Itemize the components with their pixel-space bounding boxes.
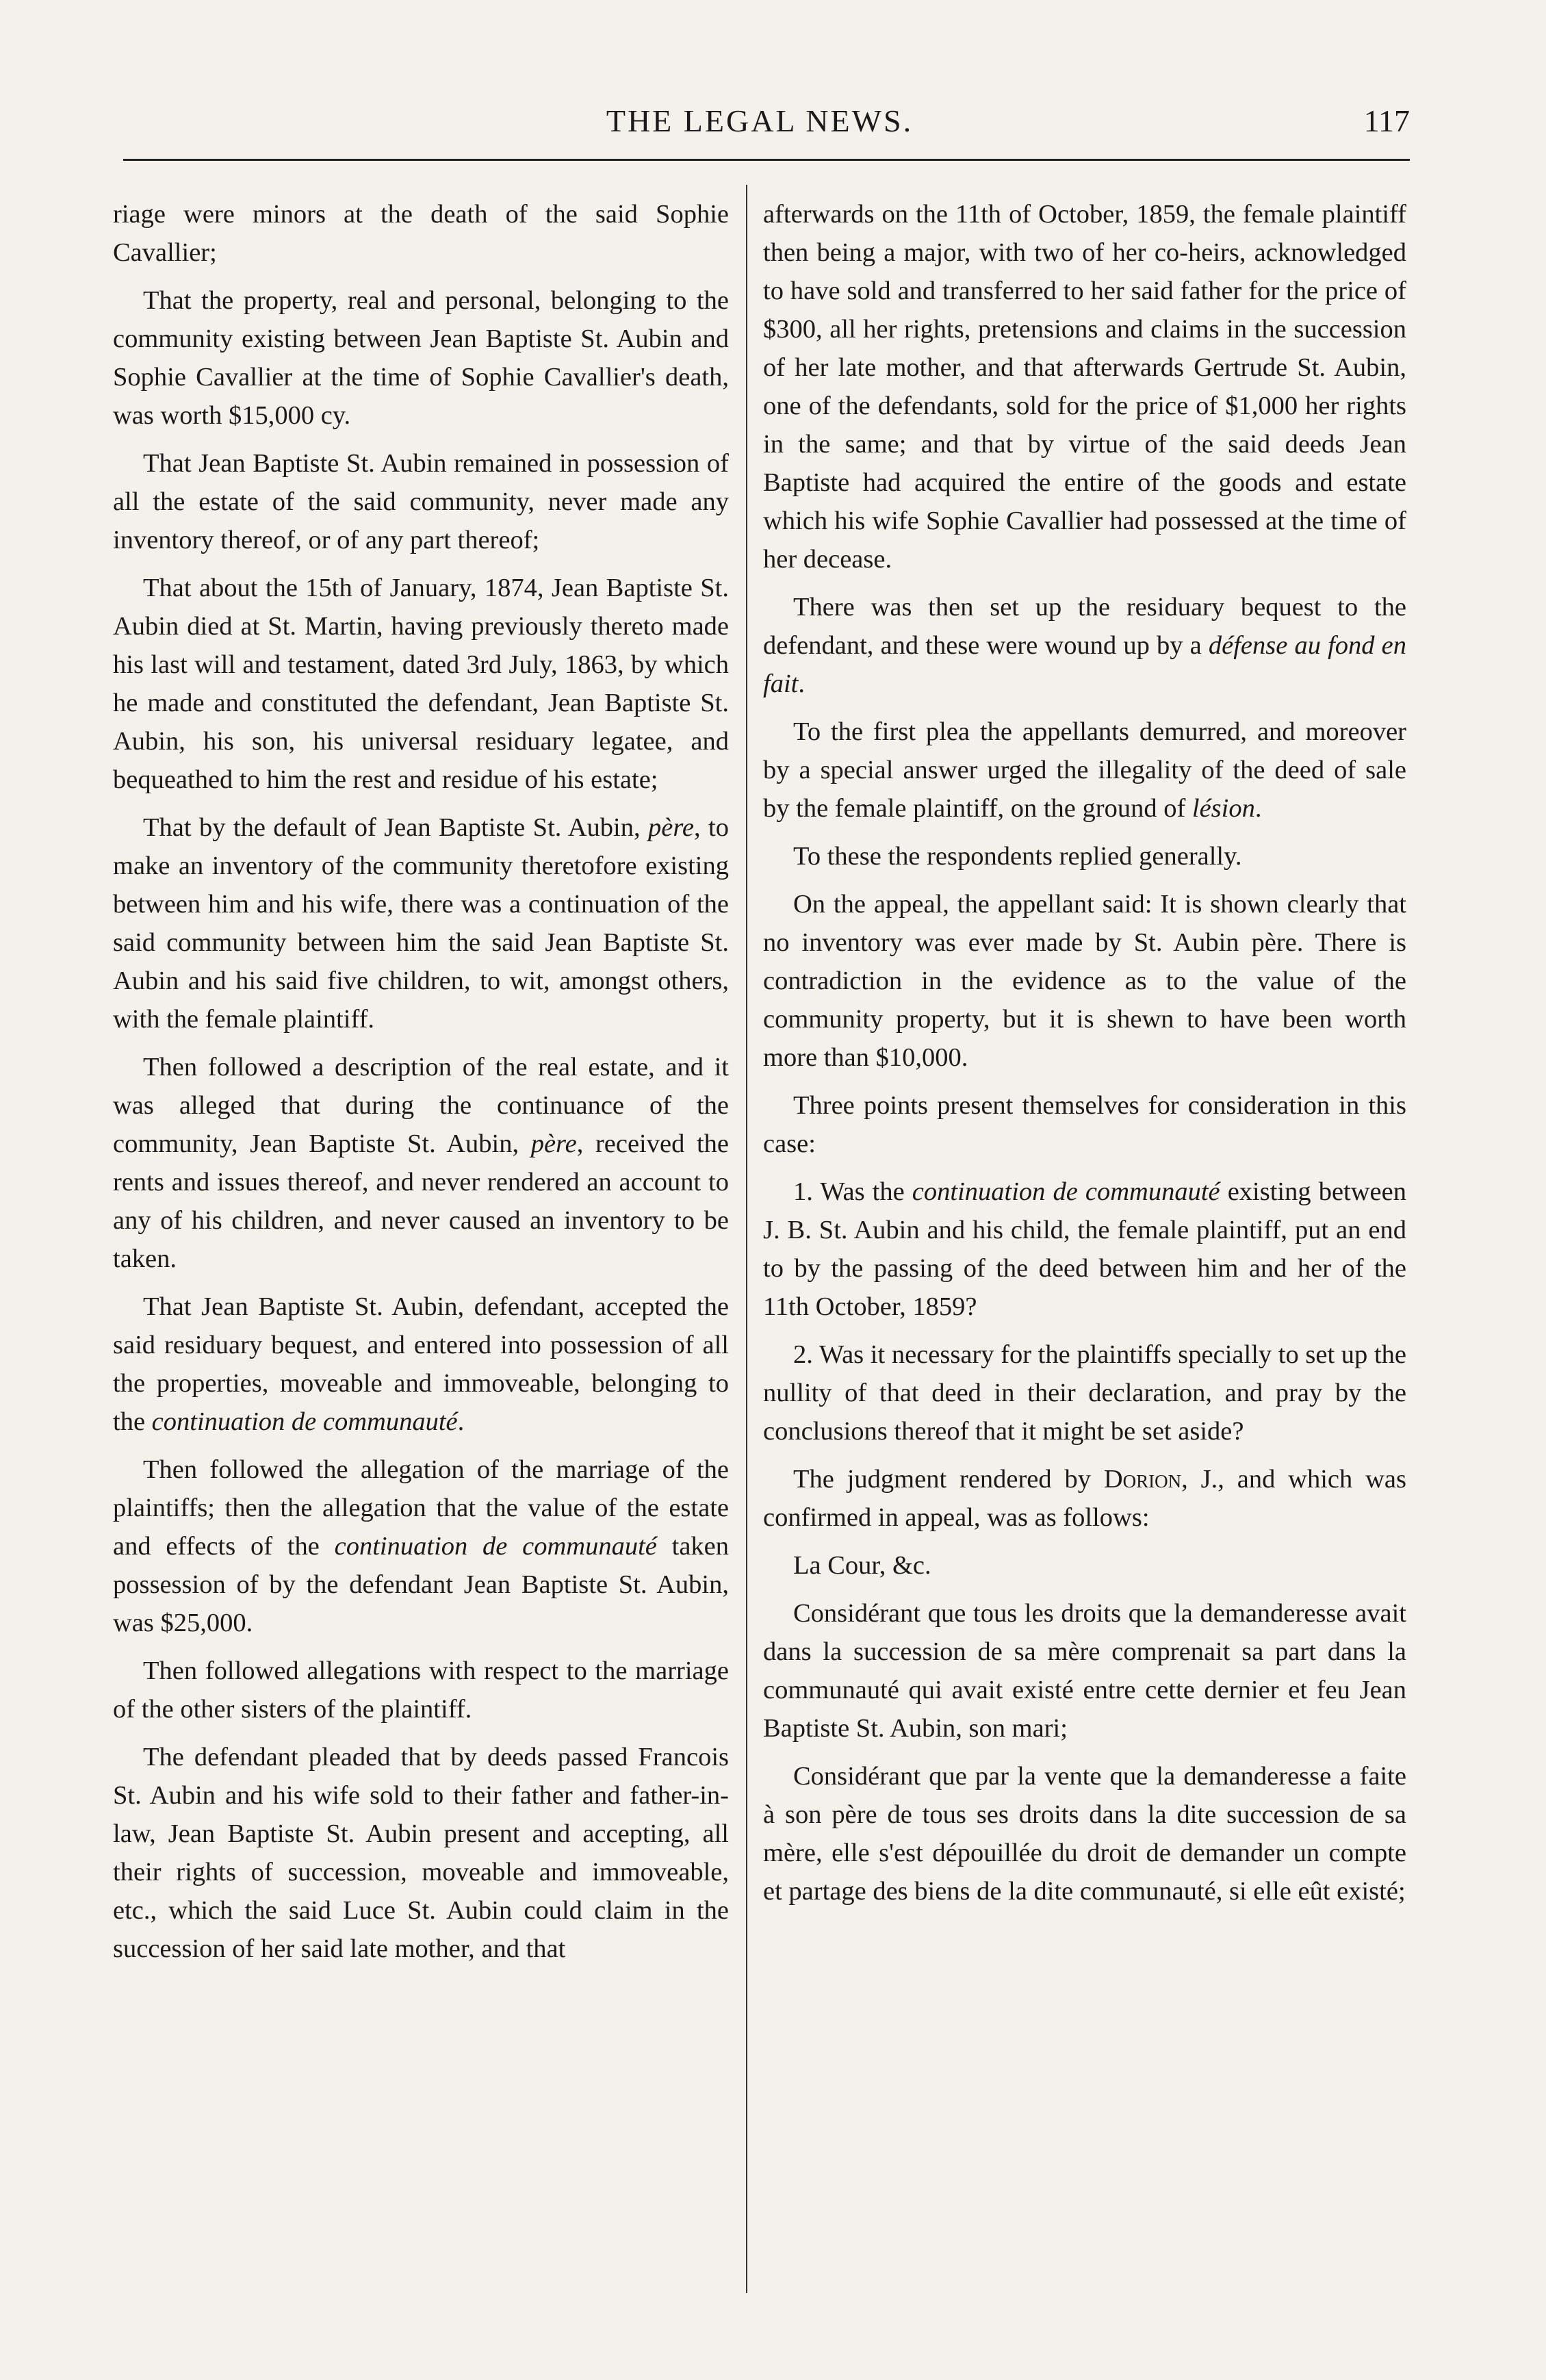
text-run: The judgment rendered by: [793, 1465, 1104, 1494]
text-run: .: [1254, 794, 1262, 823]
text-run: , received the rents and issues thereof, and never rendered an account to any of his children, and never caused an inventory to be taken.: [113, 1129, 729, 1273]
paragraph: On the appeal, the appellant said: It is shown clearly that no inventory was ever made by St. Aubin père. There is contradiction in the evidence as to the value of the community property, but it is shewn to have been worth more than $10,000.: [763, 890, 1406, 1072]
paragraph: That the property, real and personal, belonging to the community existing between Jean Baptiste St. Aubin and Sophie Cavallier at the time of Sophie Cavallier's death, was worth $15,000 cy.: [113, 286, 729, 430]
right-column: [763, 195, 1406, 1920]
text-run: , to make an inventory of the community theretofore existing between him and his wife, there was a continuation of the said community between him the said Jean Baptiste St. Aubin and his said five children, to wit, amongst others, with the female plaintiff.: [113, 813, 729, 1034]
paragraph: La Cour, &c.: [793, 1551, 931, 1580]
text-run: .: [457, 1407, 465, 1436]
small-caps-run: Dorion: [1103, 1465, 1182, 1494]
text-run: taken possession of by the defendant Jean Baptiste St. Aubin, was $25,000.: [113, 1532, 729, 1637]
text-run: Then followed the allegation of the marriage of the plaintiffs; then the allegation that the value of the estate and effects of the: [113, 1455, 729, 1561]
italic-run: lésion: [1191, 794, 1255, 823]
paragraph: riage were minors at the death of the said Sophie Cavallier;: [113, 200, 729, 267]
italic-run: père: [648, 813, 694, 842]
paragraph: afterwards on the 11th of October, 1859, the female plaintiff then being a major, with two of her co-heirs, acknowledged to have sold and transferred to her said father for the price of $300, all her rights, pretensions and claims in the succession of her late mother, and that afterwards Gertrude St. Aubin, one of the defendants, sold for the price of $1,000 her rights in the same; and that by virtue of the said deeds Jean Baptiste had acquired the entire of the goods and estate which his wife Sophie Cavallier had possessed at the time of her decease.: [763, 200, 1406, 574]
italic-run: père: [530, 1129, 577, 1158]
paragraph: The defendant pleaded that by deeds passed Francois St. Aubin and his wife sold to their father and father-in-law, Jean Baptiste St. Aubin present and accepting, all their rights of succession, moveable and immoveable, etc., which the said Luce St. Aubin could claim in the succession of her said late mother, and that: [113, 1743, 729, 1963]
page-number: 117: [1363, 103, 1410, 138]
text-run: , J., and which was confirmed in appeal, was as follows:: [763, 1465, 1406, 1532]
text-run: .: [798, 669, 805, 698]
header-rule: [123, 159, 1410, 161]
column-divider: [746, 185, 747, 2293]
paragraph: Considérant que par la vente que la demanderesse a faite à son père de tous ses droits dans la dite succession de sa mère, elle s'est dépouillée du droit de demander un compte et partage des biens de la dite communauté, si elle eût existé;: [763, 1762, 1406, 1906]
italic-run: défense au fond en fait: [763, 631, 1407, 698]
text-run: There was then set up the residuary bequest to the defendant, and these were wound up by a: [763, 593, 1406, 660]
text-run: That Jean Baptiste St. Aubin, defendant, accepted the said residuary bequest, and entered into possession of all the properties, moveable and immoveable, belonging to the: [113, 1292, 729, 1436]
paragraph: Considérant que tous les droits que la demanderesse avait dans la succession de sa mère comprenait sa part dans la communauté qui avait existé entre cette dernier et feu Jean Baptiste St. Aubin, son mari;: [763, 1599, 1406, 1743]
italic-run: continuation de communauté: [334, 1532, 657, 1561]
italic-run: continuation de communauté: [151, 1407, 458, 1436]
paragraph: [113, 1450, 729, 1642]
paragraph: To these the respondents replied generally.: [793, 842, 1242, 871]
text-run: That by the default of Jean Baptiste St. Aubin,: [143, 813, 648, 842]
text-run: To the first plea the appellants demurred, and moreover by a special answer urged the illegality of the deed of sale by the female plaintiff, on the ground of: [763, 717, 1406, 823]
paragraph: [763, 1173, 1406, 1326]
text-run: 1. Was the: [793, 1177, 912, 1206]
paragraph: Three points present themselves for consideration in this case:: [763, 1091, 1406, 1158]
paragraph: [113, 1288, 729, 1441]
paragraph: [763, 1460, 1406, 1537]
paragraph: [113, 808, 729, 1038]
paragraph: 2. Was it necessary for the plaintiffs specially to set up the nullity of that deed in their declaration, and pray by the conclusions thereof that it might be set aside?: [763, 1340, 1406, 1446]
paragraph: Then followed allegations with respect to the marriage of the other sisters of the plaintiff.: [113, 1656, 729, 1724]
paragraph: That Jean Baptiste St. Aubin remained in possession of all the estate of the said community, never made any inventory thereof, or of any part thereof;: [113, 449, 729, 554]
journal-title: THE LEGAL NEWS.: [606, 103, 914, 138]
italic-run: continuation de communauté: [912, 1177, 1220, 1206]
left-column: [113, 195, 729, 1978]
text-run: existing between J. B. St. Aubin and his child, the female plaintiff, put an end to by the passing of the deed between him and her of the 11th October, 1859?: [763, 1177, 1406, 1321]
paragraph: That about the 15th of January, 1874, Jean Baptiste St. Aubin died at St. Martin, having previously thereto made his last will and testament, dated 3rd July, 1863, by which he made and constituted the defendant, Jean Baptiste St. Aubin, his son, his universal residuary legatee, and bequeathed to him the rest and residue of his estate;: [113, 574, 729, 794]
text-run: Then followed a description of the real estate, and it was alleged that during the continuance of the community, Jean Baptiste St. Aubin,: [113, 1053, 729, 1158]
running-header: [109, 103, 1410, 151]
paragraph: [113, 1048, 729, 1278]
paragraph: [763, 588, 1406, 703]
paragraph: [763, 713, 1406, 828]
